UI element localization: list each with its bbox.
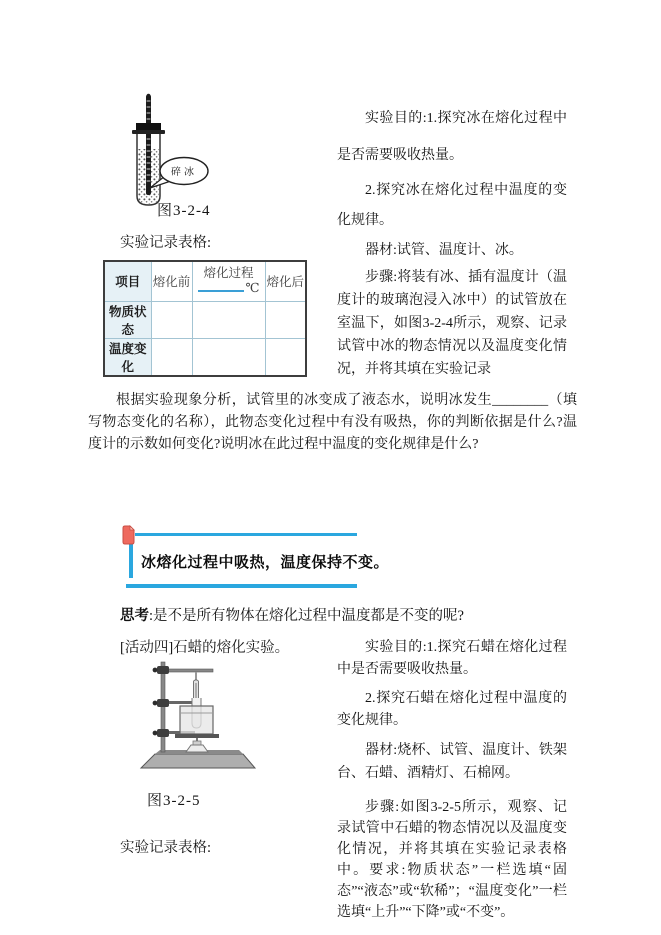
table-cell-empty (151, 338, 192, 376)
note-top-rule (135, 533, 357, 536)
table-cell-empty (192, 301, 265, 338)
exp2-purpose2: 2.探究石蜡在熔化过程中温度的变化规律。 (337, 691, 567, 728)
clamp-knob (157, 666, 169, 674)
experiment2-text (337, 637, 567, 923)
figure1-caption: 图3-2-4 (157, 203, 211, 219)
row-header-state: 物质状态 (104, 301, 151, 338)
think-line (120, 604, 464, 625)
experiment1-text (337, 100, 567, 381)
table-header-before: 熔化前 (151, 261, 192, 301)
table-header-during-label: 熔化过程 (203, 266, 254, 281)
table-cell-empty (151, 301, 192, 338)
table-header-during (192, 261, 265, 301)
alcohol-lamp (186, 745, 208, 752)
beaker (180, 706, 213, 734)
clamp-knob (157, 729, 169, 737)
note-bottom-rule (126, 584, 357, 588)
wire-gauze (175, 734, 219, 738)
activity4-line: [活动四]石蜡的熔化实验。 (120, 640, 290, 656)
callout-label: 碎冰 (171, 167, 197, 178)
exp2-materials: 器材:烧杯、试管、温度计、铁架台、石蜡、酒精灯、石棉网。 (337, 743, 567, 781)
record-table-1 (103, 260, 307, 377)
conclusion-note: 冰熔化过程中吸热，温度保持不变。 (141, 555, 390, 571)
exp1-steps: 步骤:将装有冰、插有温度计（温度计的玻璃泡浸入冰中）的试管放在室温下，如图3-2-4所示，观察、记录试管中冰的物态情况以及温度变化情况，并将其填在实验记录 (337, 270, 567, 377)
iron-stand-apparatus-illustration (133, 656, 263, 784)
table-cell-empty (265, 301, 306, 338)
figure2-caption: 图3-2-5 (147, 793, 201, 809)
exp2-steps: 步骤:如图3-2-5所示，观察、记录试管中石蜡的物态情况以及温度变化情况，并将其填在实验记录表格中。要求:物质状态”一栏选填“固态”“液态”或“软稀”；“温度变化”一栏选填“上升”“下降”或“不变”。 (337, 800, 567, 920)
think-text: :是不是所有物体在熔化过程中温度都是不变的呢? (149, 608, 464, 624)
table-cell-empty (265, 338, 306, 376)
exp2-purpose: 实验目的:1.探究石蜡在熔化过程中是否需要吸收热量。 (337, 640, 567, 677)
table-header-item: 项目 (104, 261, 151, 301)
think-label: 思考 (120, 608, 149, 624)
celsius-unit: ℃ (245, 281, 260, 296)
stopper-icon (136, 123, 161, 130)
analysis-paragraph: 根据实验现象分析，试管里的冰变成了液态水，说明冰发生________（填写物态变化的名称），此物态变化过程中有没有吸热，你的判断依据是什么?温度计的示数如何变化?说明冰在此过程中温度的变化规律是什么? (88, 393, 577, 452)
table-header-after: 熔化后 (265, 261, 306, 301)
record-table-label-1: 实验记录表格: (120, 235, 212, 251)
fill-blank-line (198, 289, 244, 292)
exp1-purpose: 实验目的:1.探究冰在熔化过程中是否需要吸收热量。 (337, 111, 567, 163)
exp1-purpose2: 2.探究冰在熔化过程中温度的变化规律。 (337, 183, 567, 228)
row-header-temp: 温度变化 (104, 338, 151, 376)
clamp-knob (157, 699, 169, 707)
note-icon (121, 524, 136, 545)
test-tube-thermometer-illustration (113, 93, 213, 215)
exp1-materials: 器材:试管、温度计、冰。 (365, 243, 523, 258)
record-table-label-2: 实验记录表格: (120, 840, 212, 856)
table-cell-empty (192, 338, 265, 376)
